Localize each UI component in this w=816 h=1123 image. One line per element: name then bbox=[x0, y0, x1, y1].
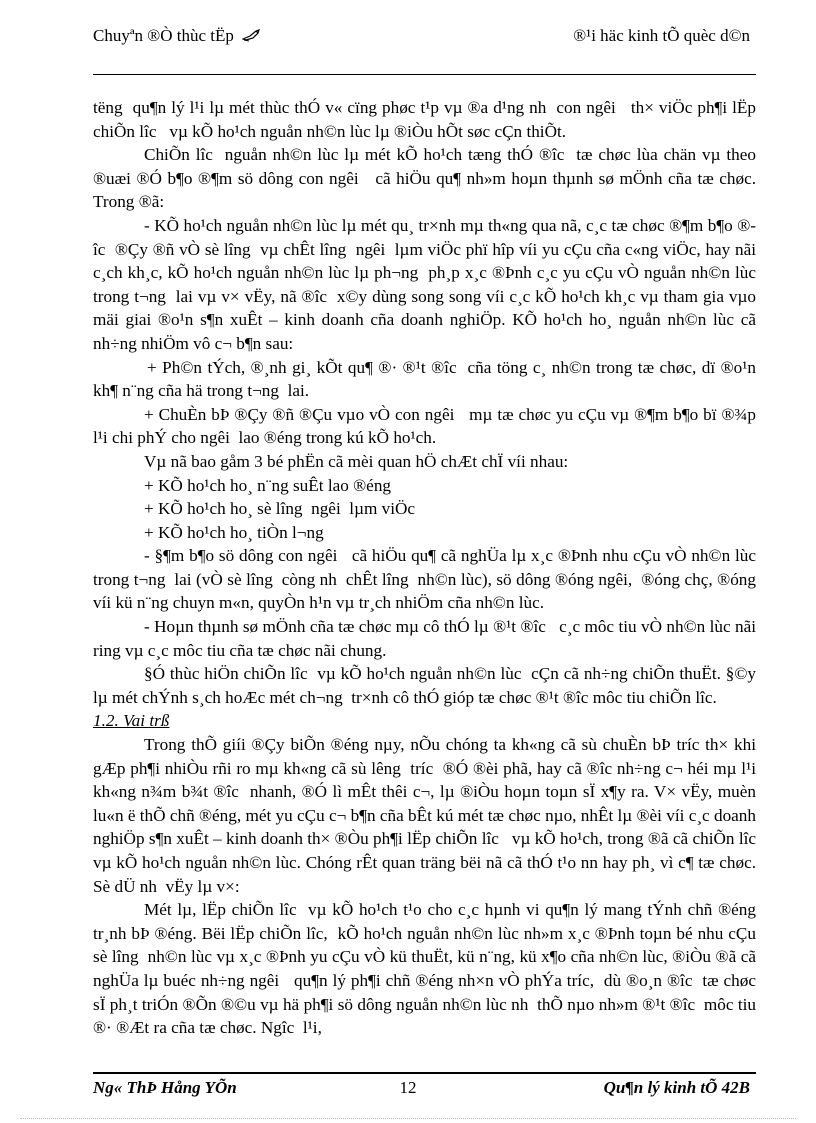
paragraph: + Ph©n tÝch, ®¸nh gi¸ kÕt qu¶ ®· ®¹t ®îc cña töng c¸ nh©n trong tæ chøc, dï ®o¹n kh¶ n¨ng cña hä trong t¬ng lai. bbox=[93, 357, 761, 401]
paragraph: Vµ nã bao gåm 3 bé phËn cã mèi quan hÖ chÆt chÏ víi nhau: bbox=[144, 451, 569, 471]
pen-hand-icon bbox=[242, 28, 262, 42]
paragraph: Mét lµ, lËp chiÕn lîc vµ kÕ ho¹ch t¹o cho c¸c hµnh vi qu¶n lý mang tÝnh chñ ®éng tr¸nh bÞ ®éng. Bëi lËp chiÕn lîc, kÕ ho¹ch nguån nh©n lùc nh»m x¸c ®Þnh toµn bé nhu cÇu sè lîng nh©n lùc vµ x¸c ®Þnh yu cÇu vÒ kü thuËt, kü n¨ng, kü x¶o cña nh©n lùc, ®iÒu ®ã cã nghÜa lµ buéc nh÷ng ngêi qu¶n lý ph¶i chñ ®éng nh×n vÒ phÝa tríc, dù ®o¸n ®îc tæ chøc sÏ ph¸t triÓn ®Õn ®©u vµ hä ph¶i sö dông nguån nh©n lùc nh thÕ nµo nh»m ®¹t ®îc môc tiu ®· ®Æt ra cña tæ chøc. Ngîc l¹i, bbox=[93, 900, 761, 1038]
footer-author: Ng« ThÞ Hång YÕn bbox=[93, 1078, 237, 1097]
paragraph: - KÕ ho¹ch nguån nh©n lùc lµ mét qu¸ tr×nh mµ th«ng qua nã, c¸c tæ chøc ®¶m b¶o ®îc ®Çy ®ñ vÒ sè lîng vµ chÊt lîng ngêi lµm viÖc phï hîp víi yu cÇu cña c«ng viÖc, hay nãi c¸ch kh¸c, kÕ ho¹ch nguån nh©n lùc lµ ph¬ng ph¸p x¸c ®Þnh c¸c yu cÇu vÒ nguån nh©n lùc trong t¬ng lai vµ v× vËy, nã ®îc x©y dùng song song víi c¸c kÕ ho¹ch kh¸c vµ tham gia vµo mäi giai ®o¹n s¶n xuÊt – kinh doanh cña doanh nghiÖp. KÕ ho¹ch ho¸ nguån nh©n lùc cã nh÷ng nhiÖm vô c¬ b¶n sau: bbox=[93, 215, 761, 353]
footer-rule bbox=[93, 1072, 756, 1074]
paragraph: Trong thÕ giíi ®Çy biÕn ®éng nµy, nÕu chóng ta kh«ng cã sù chuÈn bÞ tríc th× khi gÆp ph¶i nhiÒu rñi ro mµ kh«ng cã sù lêng tríc ®Ó ®èi phã, hay cã ®îc nh÷ng c¬ héi mµ l¹i kh«ng n¾m b¾t ®îc nhanh, ®Ó lì mÊt thêi c¬, lµ ®iÒu hoµn toµn sÏ x¶y ra. V× vËy, muèn lu«n ë thÕ chñ ®éng, mét yu cÇu c¬ b¶n cña bÊt kú mét tæ chøc nµo, nhÊt lµ ®èi víi c¸c doanh nghiÖp s¶n xuÊt – kinh doanh th× ®Òu ph¶i lËp chiÕn lîc vµ kÕ ho¹ch, trong ®ã cã chiÕn lîc vµ kÕ ho¹ch nguån nh©n lùc. Chóng rÊt quan träng bëi nã cã thÓ t¹o nn hay ph¸ vì c¶ tæ chøc. Sè dÜ nh vËy lµ v×: bbox=[93, 735, 769, 896]
section-heading: 1.2. Vai trß bbox=[93, 711, 170, 731]
header-left-text: Chuyªn ®Ò thùc tËp bbox=[93, 26, 234, 45]
paragraph: §Ó thùc hiÖn chiÕn lîc vµ kÕ ho¹ch nguån nh©n lùc cÇn cã nh÷ng chiÕn thuËt. §©y lµ mét chÝnh s¸ch hoÆc mét ch¬ng tr×nh cô thÓ gióp tæ chøc ®¹t ®îc môc tiu chiÕn lîc. bbox=[93, 664, 761, 707]
document-body bbox=[93, 96, 769, 1040]
page-number: 12 bbox=[399, 1078, 417, 1097]
list-item: + KÕ ho¹ch ho¸ n¨ng suÊt lao ®éng bbox=[144, 475, 392, 495]
paragraph: - §¶m b¶o sö dông con ngêi cã hiÖu qu¶ cã nghÜa lµ x¸c ®Þnh nhu cÇu vÒ nh©n lùc trong t¬ng lai (vÒ sè lîng còng nh chÊt lîng nh©n lùc), sö dông ®óng ngêi, ®óng chç, ®óng víi kü n¨ng chuyn m«n, quyÒn h¹n vµ tr¸ch nhiÖm cña nh©n lùc. bbox=[93, 546, 761, 613]
paragraph: ChiÕn lîc nguån nh©n lùc lµ mét kÕ ho¹ch tæng thÓ ®îc tæ chøc lùa chän vµ theo ®uæi ®Ó b¶o ®¶m sö dông con ngêi cã hiÖu qu¶ nh»m hoµn thµnh sø mÖnh cña tæ chøc. Trong ®ã: bbox=[93, 145, 761, 212]
page-bottom-dotted-border bbox=[20, 1118, 796, 1119]
header-rule bbox=[93, 74, 756, 75]
paragraph: + ChuÈn bÞ ®Çy ®ñ ®Çu vµo vÒ con ngêi mµ tæ chøc yu cÇu vµ ®¶m b¶o bï ®¾p l¹i chi phÝ cho ngêi lao ®éng trong kú kÕ ho¹ch. bbox=[93, 404, 761, 448]
list-item: + KÕ ho¹ch ho¸ tiÒn l¬ng bbox=[144, 522, 324, 542]
paragraph: tëng qu¶n lý l¹i lµ mét thùc thÓ v« cïng phøc t¹p vµ ®a d¹ng nh con ngêi th× viÖc ph¶i lËp chiÕn lîc vµ kÕ ho¹ch nguån nh©n lùc lµ ®iÒu hÕt søc cÇn thiÕt. bbox=[93, 98, 761, 141]
list-item: + KÕ ho¹ch ho¸ sè lîng ngêi lµm viÖc bbox=[144, 499, 416, 519]
header-right-text: ®¹i häc kinh tÕ quèc d©n bbox=[573, 26, 750, 45]
footer-class: Qu¶n lý kinh tÕ 42B bbox=[603, 1078, 750, 1097]
paragraph: - Hoµn thµnh sø mÖnh cña tæ chøc mµ cô thÓ lµ ®¹t ®îc c¸c môc tiu vÒ nh©n lùc nãi ring vµ c¸c môc tiu cña tæ chøc nãi chung. bbox=[93, 617, 761, 660]
